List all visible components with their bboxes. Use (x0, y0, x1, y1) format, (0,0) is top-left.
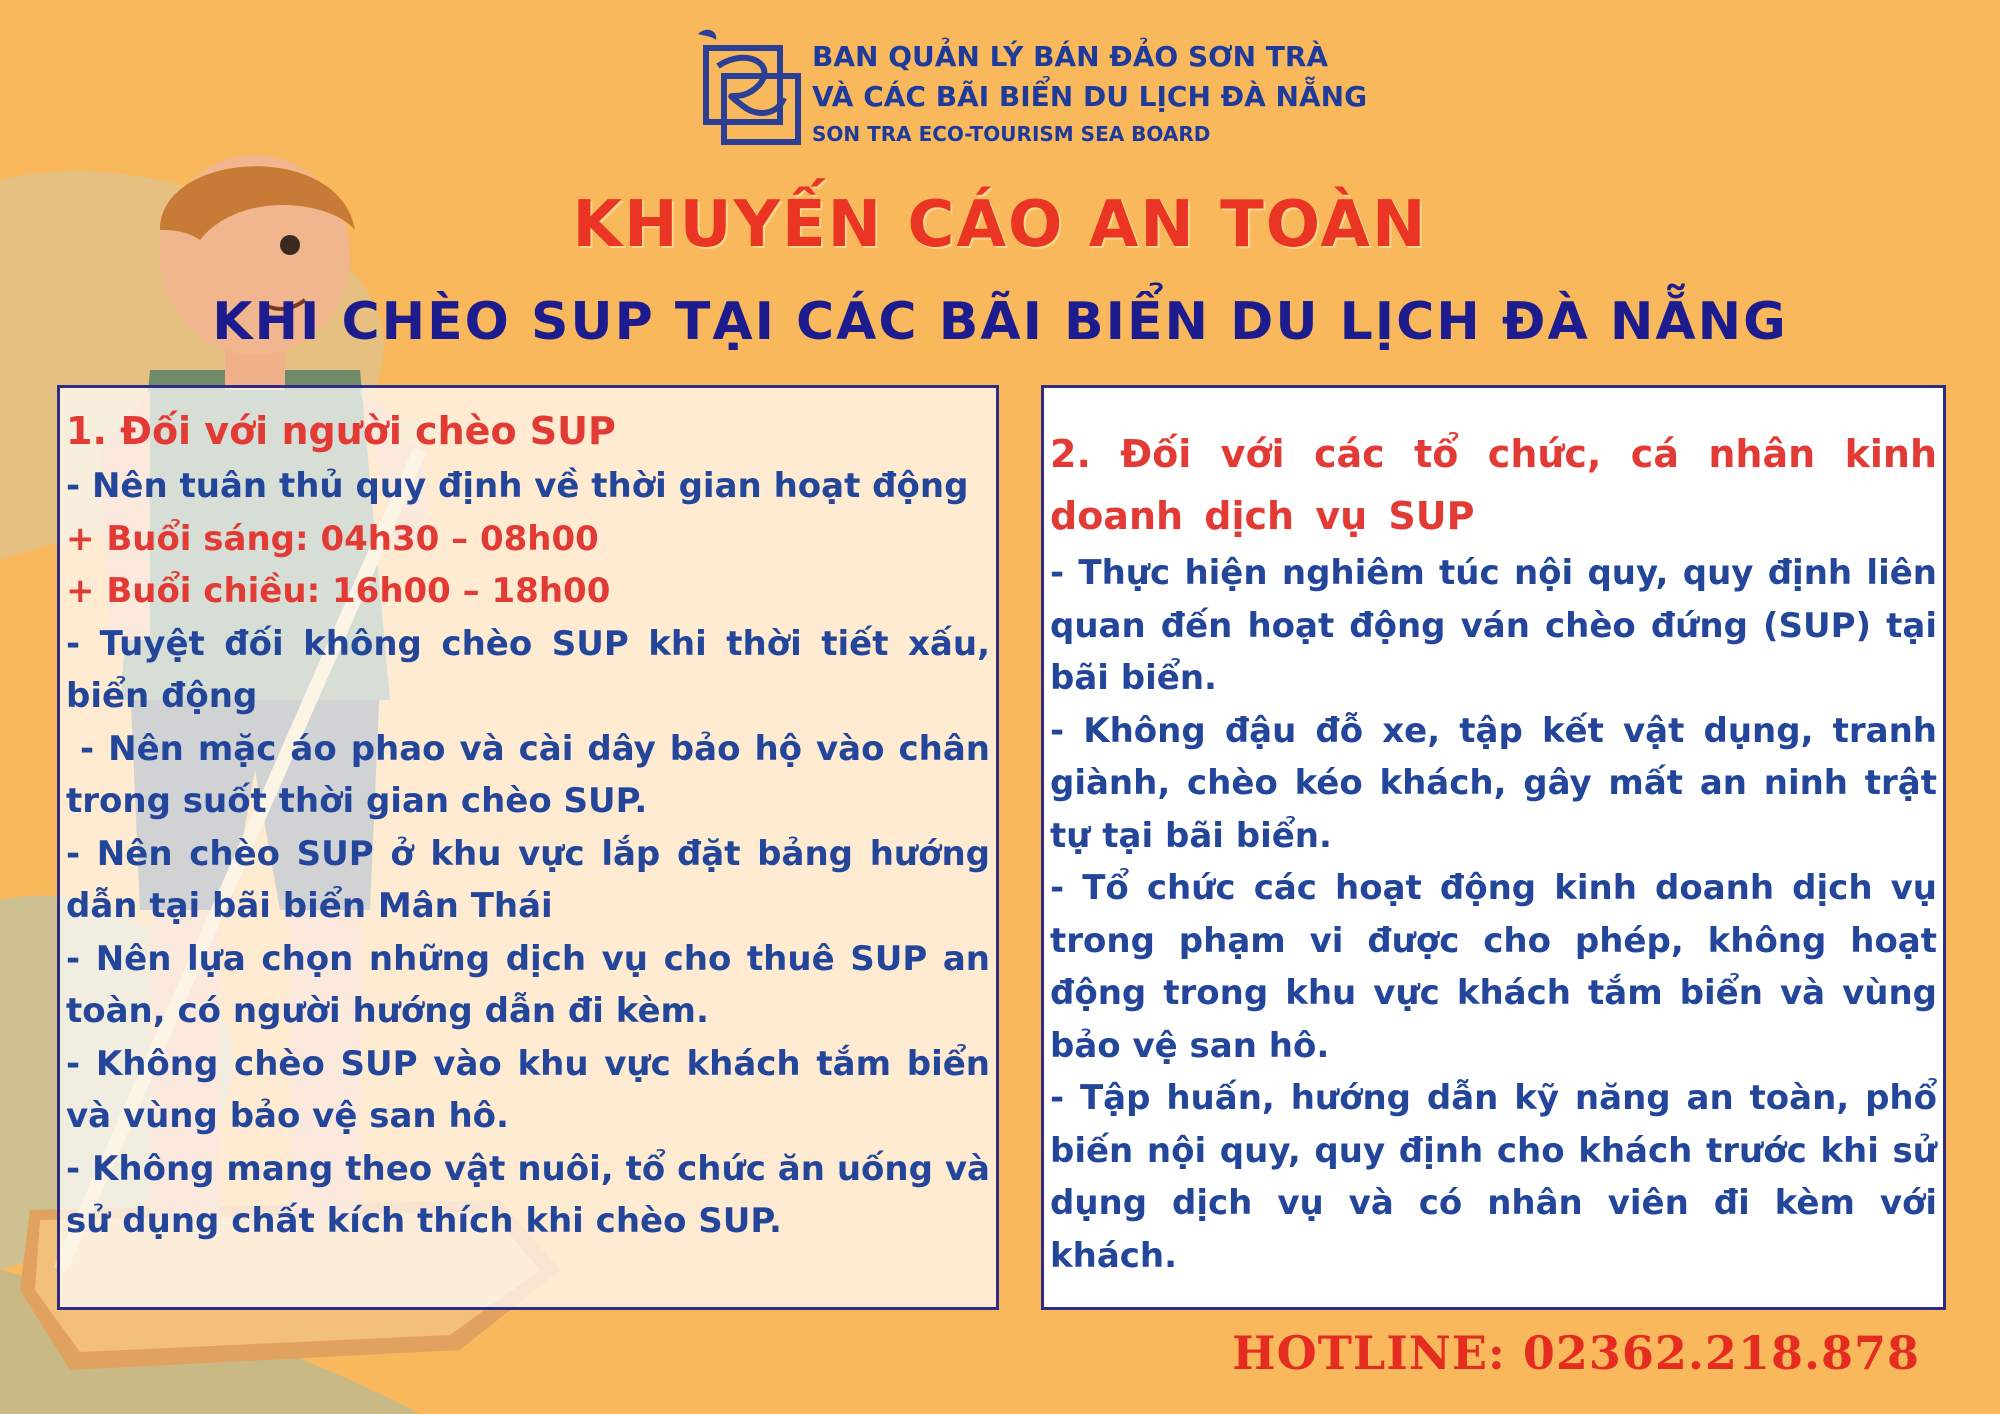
section1-item: + Buổi chiều: 16h00 – 18h00 (66, 571, 611, 611)
section-sup-paddlers (57, 385, 1002, 1310)
main-title: KHUYẾN CÁO AN TOÀN (572, 188, 1428, 262)
section1-item: - Nên chèo SUP ở khu vực lắp đặt bảng hướng dẫn tại bãi biển Mân Thái (66, 833, 990, 926)
section-sup-businesses (1041, 385, 1946, 1310)
section1-item: - Nên lựa chọn những dịch vụ cho thuê SUP an toàn, có người hướng dẫn đi kèm. (66, 938, 990, 1031)
section2-item: - Tập huấn, hướng dẫn kỹ năng an toàn, phổ biến nội quy, quy định cho khách trước khi sử dụng dịch vụ và có nhân viên đi kèm với khách. (1050, 1078, 1937, 1276)
section1-item: - Tuyệt đối không chèo SUP khi thời tiết xấu, biển động (66, 623, 990, 716)
son-tra-logo-icon (688, 26, 806, 148)
org-name-english: SON TRA ECO-TOURISM SEA BOARD (812, 122, 1211, 146)
section1-heading: 1. Đối với người chèo SUP (66, 409, 616, 453)
section1-item: + Buổi sáng: 04h30 – 08h00 (66, 518, 599, 559)
hotline: HOTLINE: 02362.218.878 (1232, 1326, 1920, 1380)
section2-heading: 2. Đối với các tổ chức, cá nhân kinh doanh dịch vụ SUP (1050, 432, 1937, 538)
sub-title: KHI CHÈO SUP TẠI CÁC BÃI BIỂN DU LỊCH ĐÀ NẴNG (212, 292, 1788, 352)
section2-item: - Không đậu đỗ xe, tập kết vật dụng, tranh giành, chèo kéo khách, gây mất an ninh trật tự tại bãi biển. (1050, 710, 1937, 856)
section2-item: - Thực hiện nghiêm túc nội quy, quy định liên quan đến hoạt động ván chèo đứng (SUP) tại bãi biển. (1050, 553, 1937, 698)
section1-item: - Không mang theo vật nuôi, tổ chức ăn uống và sử dụng chất kích thích khi chèo SUP. (66, 1148, 990, 1241)
section1-item: - Không chèo SUP vào khu vực khách tắm biển và vùng bảo vệ san hô. (66, 1043, 990, 1136)
header (688, 26, 1368, 156)
section1-item: - Nên tuân thủ quy định về thời gian hoạt động (66, 466, 969, 506)
org-name-line-2: VÀ CÁC BÃI BIỂN DU LỊCH ĐÀ NẴNG (812, 80, 1368, 113)
section2-item: - Tổ chức các hoạt động kinh doanh dịch vụ trong phạm vi được cho phép, không hoạt động trong khu vực khách tắm biển và vùng bảo vệ san hô. (1050, 868, 1937, 1066)
org-name-line-1: BAN QUẢN LÝ BÁN ĐẢO SƠN TRÀ (812, 40, 1329, 73)
section1-item: - Nên mặc áo phao và cài dây bảo hộ vào chân trong suốt thời gian chèo SUP. (66, 728, 1002, 821)
